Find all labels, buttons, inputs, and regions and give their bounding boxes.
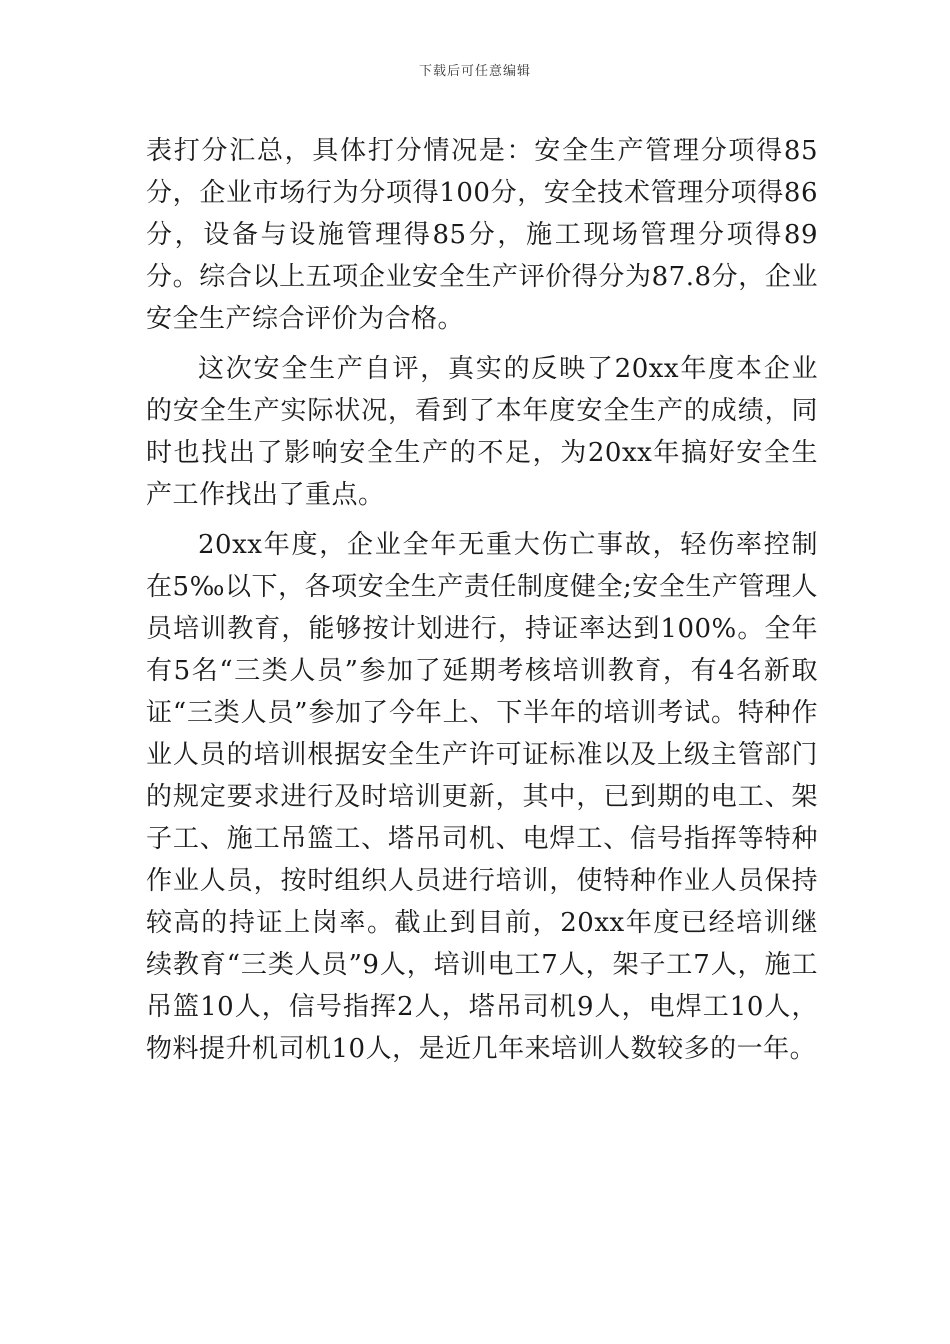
paragraph-scoring-summary: 表打分汇总，具体打分情况是：安全生产管理分项得85分，企业市场行为分项得100分，安全技术管理分项得86分，设备与设施管理得85分，施工现场管理分项得89分。综合以上五项企业安全生产评价得分为87.8分，企业安全生产综合评价为合格。 [146,136,818,334]
page-header-note: 下载后可任意编辑 [418,64,531,79]
paragraph-self-evaluation: 这次安全生产自评，真实的反映了20xx年度本企业的安全生产实际状况，看到了本年度安全生产的成绩，同时也找出了影响安全生产的不足，为20xx年搞好安全生产工作找出了重点。 [146,354,818,510]
document-body [146,130,818,1070]
paragraph-training-record: 20xx年度，企业全年无重大伤亡事故，轻伤率控制在5‰以下，各项安全生产责任制度健全;安全生产管理人员培训教育，能够按计划进行，持证率达到100%。全年有5名“三类人员”参加了延期考核培训教育，有4名新取证“三类人员”参加了今年上、下半年的培训考试。特种作业人员的培训根据安全生产许可证标准以及上级主管部门的规定要求进行及时培训更新，其中，已到期的电工、架子工、施工吊篮工、塔吊司机、电焊工、信号指挥等特种作业人员，按时组织人员进行培训，使特种作业人员保持较高的持证上岗率。截止到目前，20xx年度已经培训继续教育“三类人员”9人，培训电工7人，架子工7人，施工吊篮10人，信号指挥2人，塔吊司机9人，电焊工10人，物料提升机司机10人，是近几年来培训人数较多的一年。 [146,530,818,1064]
